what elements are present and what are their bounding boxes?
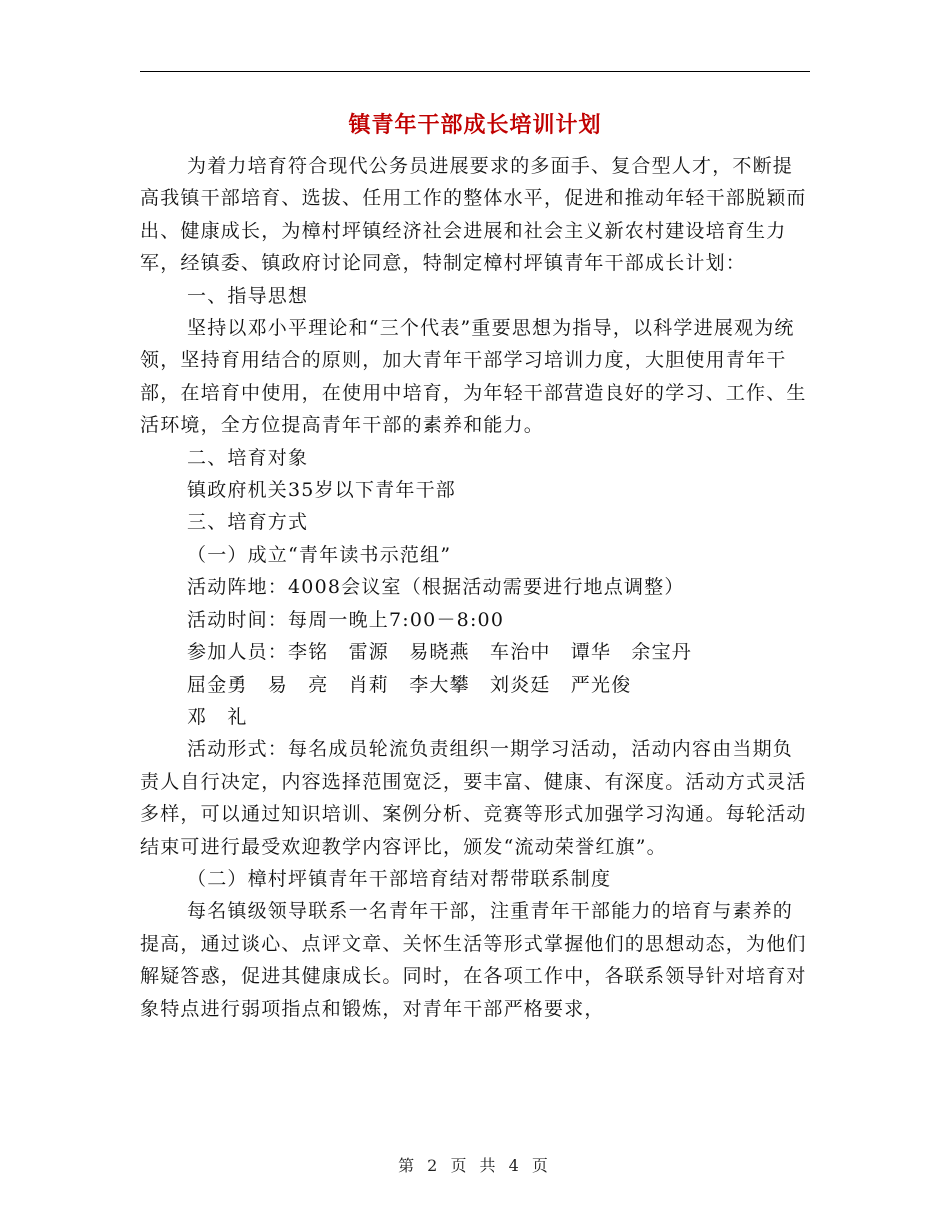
subheading-reading-group: （一）成立“青年读书示范组” bbox=[187, 543, 452, 566]
subheading-mentoring-system: （二）樟村坪镇青年干部培育结对帮带联系制度 bbox=[187, 867, 612, 890]
paragraph-mentoring-system: 每名镇级领导联系一名青年干部，注重青年干部能力的培育与素养的提高，通过谈心、点评文章、关怀生活等形式掌握他们的思想动态，为他们解疑答惑，促进其健康成长。同时，在各项工作中，各联系领导针对培育对象特点进行弱项指点和锻炼，对青年干部严格要求， bbox=[140, 900, 807, 1020]
paragraph-participants-line-1: 参加人员：李铭 雷源 易晓燕 车治中 谭华 余宝丹 bbox=[187, 641, 693, 664]
paragraph-participants-line-2: 屈金勇 易 亮 肖莉 李大攀 刘炎廷 严光俊 bbox=[187, 673, 632, 696]
paragraph-activity-venue: 活动阵地：4008会议室（根据活动需要进行地点调整） bbox=[187, 576, 685, 599]
document-body bbox=[140, 150, 810, 1025]
heading-guiding-thought: 一、指导思想 bbox=[187, 284, 309, 307]
heading-training-target: 二、培育对象 bbox=[187, 446, 309, 469]
paragraph-activity-form: 活动形式：每名成员轮流负责组织一期学习活动，活动内容由当期负责人自行决定，内容选择范围宽泛，要丰富、健康、有深度。活动方式灵活多样，可以通过知识培训、案例分析、竞赛等形式加强学习沟通。每轮活动结束可进行最受欢迎教学内容评比，颁发“流动荣誉红旗”。 bbox=[140, 738, 807, 858]
paragraph-intro: 为着力培育符合现代公务员进展要求的多面手、复合型人才，不断提高我镇干部培育、选拔、任用工作的整体水平，促进和推动年轻干部脱颖而出、健康成长，为樟村坪镇经济社会进展和社会主义新农村建设培育生力军，经镇委、镇政府讨论同意，特制定樟村坪镇青年干部成长计划： bbox=[140, 155, 807, 275]
heading-training-method: 三、培育方式 bbox=[187, 511, 309, 534]
paragraph-participants-line-3: 邓 礼 bbox=[187, 705, 248, 728]
header-rule bbox=[140, 71, 810, 72]
paragraph-guiding-thought: 坚持以邓小平理论和“三个代表”重要思想为指导，以科学进展观为统领，坚持育用结合的原则，加大青年干部学习培训力度，大胆使用青年干部，在培育中使用，在使用中培育，为年轻干部营造良好的学习、工作、生活环境，全方位提高青年干部的素养和能力。 bbox=[140, 317, 807, 437]
paragraph-training-target: 镇政府机关35岁以下青年干部 bbox=[187, 479, 456, 502]
paragraph-activity-time: 活动时间：每周一晚上7:00－8:00 bbox=[187, 608, 505, 631]
page-footer: 第 2 页 共 4 页 bbox=[398, 1156, 552, 1175]
document-title: 镇青年干部成长培训计划 bbox=[348, 112, 602, 138]
